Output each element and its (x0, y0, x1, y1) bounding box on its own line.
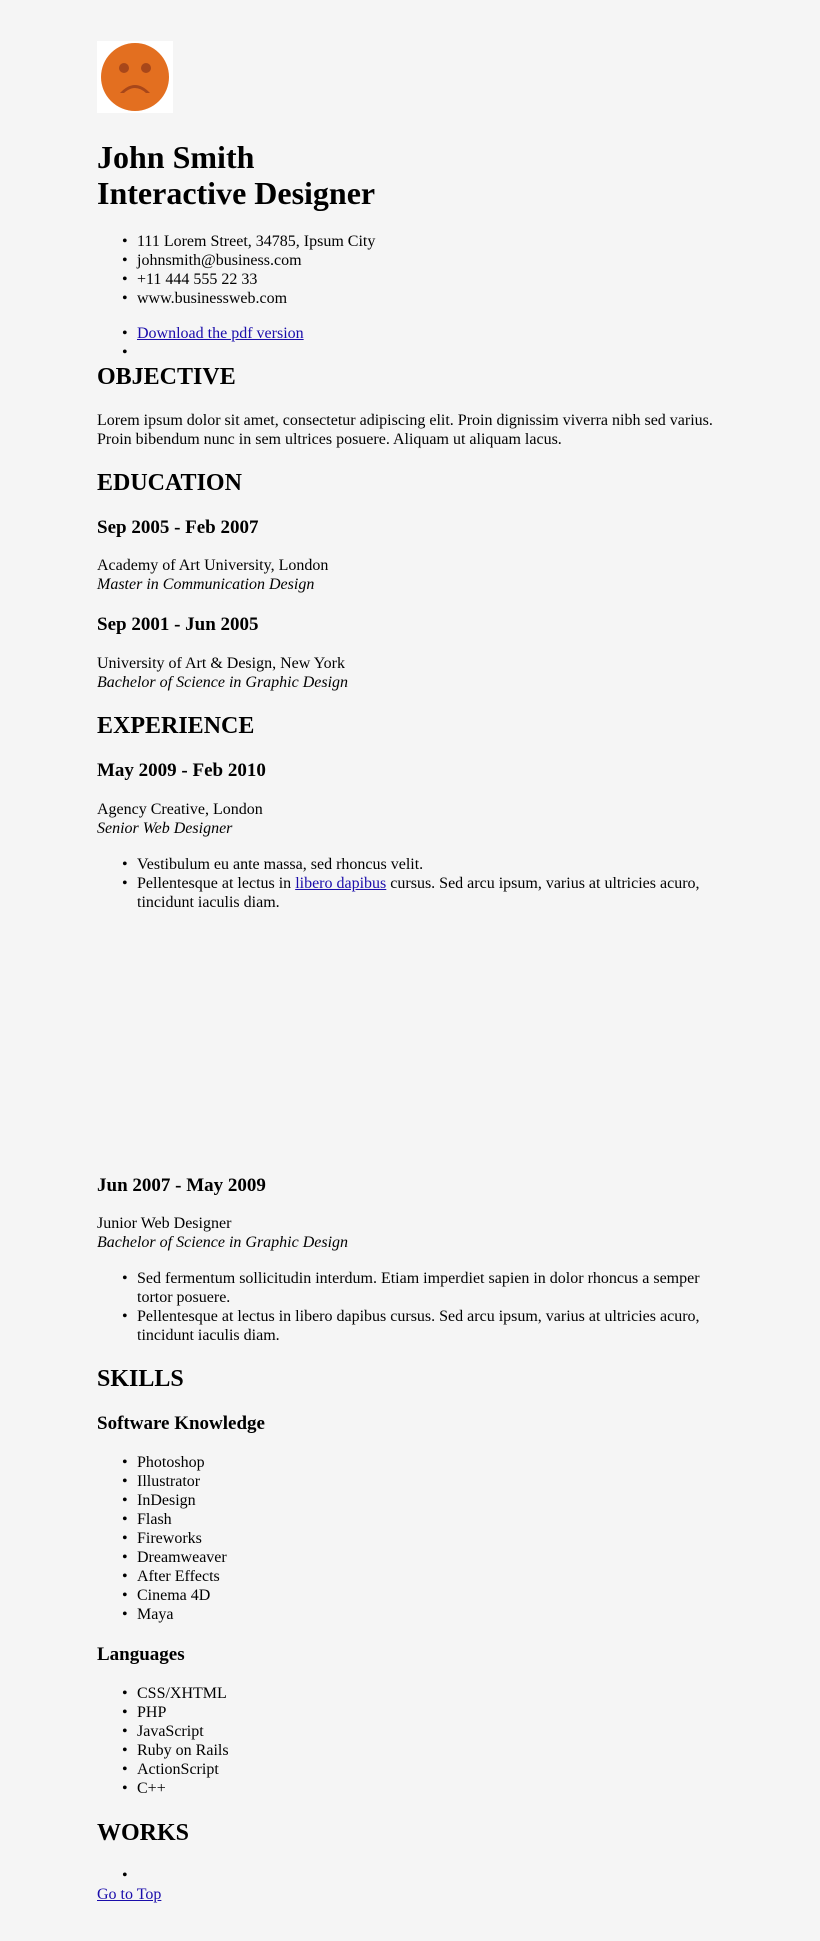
education-detail (97, 654, 737, 692)
experience-section (97, 712, 737, 740)
education-dates: Sep 2001 - Jun 2005 (97, 614, 259, 635)
person-role: Interactive Designer (97, 175, 376, 211)
job-bullet: • Vestibulum eu ante massa, sed rhoncus velit. (97, 855, 737, 874)
go-to-top-link[interactable]: Go to Top (97, 1886, 162, 1903)
job-bullets (97, 1269, 737, 1345)
works-heading: WORKS (97, 1820, 190, 1846)
skill-item: • Dreamweaver (97, 1548, 737, 1567)
job-bullet: • Pellentesque at lectus in libero dapibus cursus. Sed arcu ipsum, varius at ultricies acuro, tincidunt iaculis diam. (97, 1307, 737, 1345)
experience-heading: EXPERIENCE (97, 713, 255, 739)
job-title: Bachelor of Science in Graphic Design (97, 1234, 349, 1251)
skills-section (97, 1365, 737, 1393)
empty-list-item (97, 1866, 737, 1885)
avatar (97, 41, 173, 113)
language-item: • C++ (97, 1779, 737, 1798)
software-heading: Software Knowledge (97, 1413, 265, 1434)
job-item (97, 1175, 737, 1197)
contact-phone: • +11 444 555 22 33 (97, 270, 737, 289)
job-company: Junior Web Designer (97, 1215, 232, 1232)
person-name: John Smith (97, 139, 255, 175)
download-links (97, 324, 737, 362)
objective-text: Lorem ipsum dolor sit amet, consectetur adipiscing elit. Proin dignissim viverra nibh sed varius. Proin bibendum nunc in sem ultrices posuere. Aliquam ut aliquam lacus. (97, 412, 713, 448)
language-item: • JavaScript (97, 1722, 737, 1741)
skill-item: • Maya (97, 1605, 737, 1624)
education-item (97, 517, 737, 539)
language-item: • ActionScript (97, 1760, 737, 1779)
skill-item: • Illustrator (97, 1472, 737, 1491)
skill-item: • InDesign (97, 1491, 737, 1510)
empty-list-item (97, 343, 737, 362)
languages-subsection (97, 1644, 737, 1666)
contact-info (97, 232, 737, 308)
education-school: University of Art & Design, New York (97, 655, 345, 672)
job-detail (97, 1214, 737, 1252)
contact-address: • 111 Lorem Street, 34785, Ipsum City (97, 232, 737, 251)
job-bullets (97, 855, 737, 912)
education-detail (97, 556, 737, 594)
skill-item: • Flash (97, 1510, 737, 1529)
education-school: Academy of Art University, London (97, 557, 329, 574)
education-section (97, 469, 737, 497)
job-title: Senior Web Designer (97, 820, 233, 837)
software-subsection (97, 1413, 737, 1435)
contact-email: • johnsmith@business.com (97, 251, 737, 270)
language-item: • PHP (97, 1703, 737, 1722)
objective-body (97, 411, 737, 449)
job-bullet (97, 874, 737, 912)
download-pdf-link[interactable]: Download the pdf version (137, 325, 304, 342)
download-item (97, 324, 737, 343)
works-section (97, 1819, 737, 1847)
education-degree: Bachelor of Science in Graphic Design (97, 674, 349, 691)
education-degree: Master in Communication Design (97, 576, 315, 593)
job-item (97, 760, 737, 782)
job-bullet-text: cursus. Sed arcu ipsum, varius at ultricies acuro, tincidunt iaculis diam. (137, 875, 700, 911)
language-item: • CSS/XHTML (97, 1684, 737, 1703)
job-company: Agency Creative, London (97, 801, 263, 818)
skills-heading: SKILLS (97, 1366, 184, 1392)
contact-website: • www.businessweb.com (97, 289, 737, 308)
objective-heading: OBJECTIVE (97, 364, 236, 390)
skill-item: • After Effects (97, 1567, 737, 1586)
works-list (97, 1866, 737, 1885)
footer-nav (97, 1885, 737, 1904)
languages-list (97, 1684, 737, 1798)
skill-item: • Fireworks (97, 1529, 737, 1548)
libero-dapibus-link[interactable]: libero dapibus (295, 875, 387, 892)
job-dates: May 2009 - Feb 2010 (97, 760, 266, 781)
job-bullet: • Sed fermentum sollicitudin interdum. Etiam imperdiet sapien in dolor rhoncus a semper tortor posuere. (97, 1269, 737, 1307)
software-list (97, 1453, 737, 1624)
education-heading: EDUCATION (97, 470, 242, 496)
skill-item: • Photoshop (97, 1453, 737, 1472)
job-bullet-text: Pellentesque at lectus in (137, 875, 296, 892)
languages-heading: Languages (97, 1644, 185, 1665)
skill-item: • Cinema 4D (97, 1586, 737, 1605)
language-item: • Ruby on Rails (97, 1741, 737, 1760)
sad-face-icon (97, 41, 173, 113)
job-dates: Jun 2007 - May 2009 (97, 1175, 266, 1196)
header (97, 139, 737, 211)
education-dates: Sep 2005 - Feb 2007 (97, 517, 259, 538)
education-item (97, 614, 737, 636)
job-detail (97, 800, 737, 838)
objective-section (97, 363, 737, 391)
